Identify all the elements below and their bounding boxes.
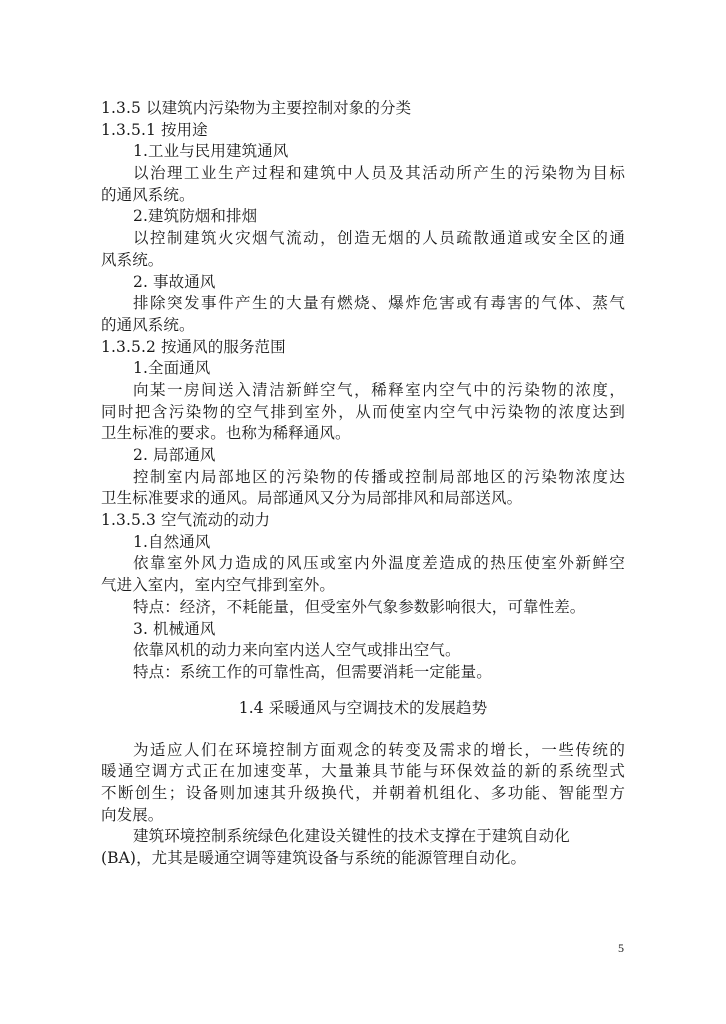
paragraph-line: 建筑环境控制系统绿色化建设关键性的技术支撑在于建筑自动化 xyxy=(133,827,570,846)
section-title-1-4: 1.4 采暖通风与空调技术的发展趋势 xyxy=(238,698,488,717)
paragraph-line: (BA)，尤其是暖通空调等建筑设备与系统的能源管理自动化。 xyxy=(101,849,527,867)
paragraph-line: 以治理工业生产过程和建筑中人员及其活动所产生的污染物为目标 xyxy=(133,164,625,183)
paragraph-line: 特点：经济，不耗能量，但受室外气象参数影响很大，可靠性差。 xyxy=(133,597,586,616)
heading-1-3-5-2: 1.3.5.2 按通风的服务范围 xyxy=(101,337,286,356)
page-body xyxy=(101,98,625,870)
item-heading: 2. 局部通风 xyxy=(133,446,216,464)
heading-1-3-5-3: 1.3.5.3 空气流动的动力 xyxy=(101,511,271,530)
item-heading: 3. 机械通风 xyxy=(133,619,216,638)
paragraph-line: 暖通空调方式正在加速变革，大量兼具节能与环保效益的新的系统型式 xyxy=(101,762,625,781)
paragraph-line: 向发展。 xyxy=(101,805,164,824)
paragraph-line: 风系统。 xyxy=(101,250,164,269)
paragraph-line: 依靠室外风力造成的风压或室内外温度差造成的热压使室外新鲜空 xyxy=(133,554,625,573)
item-heading: 1.全面通风 xyxy=(133,359,211,378)
paragraph-line: 的通风系统。 xyxy=(101,185,195,204)
paragraph-line: 同时把含污染物的空气排到室外，从而使室内空气中污染物的浓度达到 xyxy=(101,402,625,421)
paragraph-line: 为适应人们在环境控制方面观念的转变及需求的增长，一些传统的 xyxy=(133,740,625,759)
item-heading: 1.自然通风 xyxy=(133,532,211,551)
item-heading: 2. 事故通风 xyxy=(133,272,216,291)
paragraph-line: 的通风系统。 xyxy=(101,315,195,334)
paragraph-line: 依靠风机的动力来向室内送人空气或排出空气。 xyxy=(133,641,461,660)
paragraph-line: 控制室内局部地区的污染物的传播或控制局部地区的污染物浓度达 xyxy=(133,467,625,486)
paragraph-line: 排除突发事件产生的大量有燃烧、爆炸危害或有毒害的气体、蒸气 xyxy=(133,294,625,313)
paragraph-line: 卫生标准的要求。也称为稀释通风。 xyxy=(101,424,351,443)
heading-1-3-5: 1.3.5 以建筑内污染物为主要控制对象的分类 xyxy=(101,99,412,117)
paragraph-line: 以控制建筑火灾烟气流动，创造无烟的人员疏散通道或安全区的通 xyxy=(133,229,625,248)
paragraph-line: 卫生标准要求的通风。局部通风又分为局部排风和局部送风。 xyxy=(101,489,523,508)
paragraph-line: 向某一房间送入清洁新鲜空气，稀释室内空气中的污染物的浓度， xyxy=(133,380,625,399)
paragraph-line: 气进入室内，室内空气排到室外。 xyxy=(101,576,336,595)
page-number: 5 xyxy=(618,941,624,955)
item-heading: 1.工业与民用建筑通风 xyxy=(133,142,289,161)
item-heading: 2.建筑防烟和排烟 xyxy=(133,207,258,226)
paragraph-line: 不断创生；设备则加速其升级换代，并朝着机组化、多功能、智能型方 xyxy=(101,783,625,802)
heading-1-3-5-1: 1.3.5.1 按用途 xyxy=(101,120,208,139)
paragraph-line: 特点：系统工作的可靠性高，但需要消耗一定能量。 xyxy=(133,662,492,681)
